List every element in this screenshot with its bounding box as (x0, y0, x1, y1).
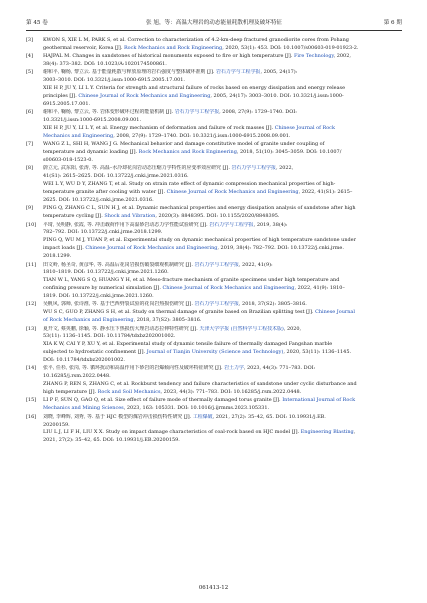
reference-text: XIE H P, JU Y, LI L Y, et al. Energy mechanism of deformation and failure of rock masses [J]. (43, 125, 275, 132)
reference-text: , 2018, 51(10): 3045–3059. DOI: 10.1007/ (236, 149, 342, 156)
reference-text: , 2023, 44(3): 771–783. DOI: 10.16285/j.rsm.2022.0448. (160, 389, 302, 396)
reference-line (43, 77, 402, 85)
reference-item (26, 301, 402, 325)
reference-text: , 2022, 41(9): (238, 261, 273, 268)
running-header (26, 17, 402, 29)
reference-item (26, 222, 402, 262)
reference-text: , (353, 429, 356, 436)
reference-line (43, 262, 402, 270)
reference-line (43, 141, 402, 149)
reference-line (43, 117, 402, 125)
journal-link[interactable]: 岩石力学与工程学报 (174, 109, 220, 116)
journal-link[interactable]: Mechanics and Engineering (43, 133, 114, 140)
reference-text: , 2008, 27(9): 1729–1740. DOI: 10.3321/j.issn:1000-6915.2008.09.001. (113, 133, 291, 140)
reference-text: , 2018, 37(S2): 3805–3816. (133, 317, 202, 324)
reference-text: 1810–1819. DOI: 10.13722/j.cnki.jrme.2021.1260. (43, 269, 169, 276)
journal-link[interactable]: Chinese Journal of Rock Mechanics and Engineering (85, 245, 218, 252)
reference-line (43, 229, 402, 237)
reference-text: 1819. DOI: 10.13722/j.cnki.jrme.2021.1260. (43, 293, 154, 300)
journal-link[interactable]: Chinese Journal of Rock Mechanics and Engineering (166, 189, 299, 196)
reference-text: impact loads [J]. (43, 245, 86, 252)
journal-link[interactable]: Rock Mechanics and Rock Engineering (123, 44, 223, 51)
journal-link[interactable]: Rock and Soil Mechanics (97, 389, 161, 396)
reference-number: [5] (26, 69, 33, 76)
reference-text: LIU L J, LI F H, LIU X X. Study on impact damage characteristics of coal-rock based on HJC model [J]. (43, 429, 301, 436)
reference-line (43, 109, 402, 117)
reference-line (43, 309, 402, 317)
reference-text: , 2020, 53(1): 453. DOI: 10.1007/s00603-019-01923-2. (222, 44, 359, 51)
reference-text: 6915.2005.17.001. (43, 101, 91, 108)
reference-number: [11] (26, 261, 37, 268)
reference-text: s00603-018-1523-0. (43, 157, 93, 164)
reference-text: , 2022, 41(S1): 2615– (298, 189, 353, 196)
journal-link[interactable]: Journal of Tianjin University (Science and Technology) (146, 349, 284, 356)
reference-line (43, 285, 402, 293)
volume-label: 第 45 卷 (26, 20, 48, 26)
reference-text: , 2020, (283, 325, 302, 332)
reference-line (43, 213, 402, 221)
reference-item (26, 326, 402, 366)
reference-line (43, 373, 402, 381)
reference-line (43, 85, 402, 93)
reference-text: , 2021, 27(2): 35–42, 65. DOI: 10.19931/j.EB. (212, 413, 326, 420)
reference-line (43, 173, 402, 181)
reference-text: 田文岭, 杨圣奇, 黄彦华, 等. 高温后花岗岩损伤破裂细观机制研究 [J]. (43, 261, 195, 268)
reference-text: 吴帆风, 郭师, 张诗淮, 等. 基于巴西劈裂试验的花岗岩热损伤研究 [J]. (43, 301, 195, 308)
reference-item (26, 141, 402, 165)
reference-number: [3] (26, 37, 33, 43)
reference-text: 蔚立元, 武东阳, 张涛, 等. 高温–水冷却花岗岩动态压缩力学特性的应变率效应研究 [J]. (43, 165, 232, 172)
reference-text: , 2020(3): 8848395. DOI: 10.1155/2020/8848395. (155, 213, 280, 220)
reference-line (43, 326, 402, 334)
journal-link[interactable]: 岩石力学与工程学报 (194, 261, 239, 268)
journal-link[interactable]: 岩石力学与工程学报 (216, 69, 261, 76)
reference-line (43, 357, 402, 365)
reference-line (43, 37, 402, 45)
reference-text: , 2022, (275, 165, 294, 172)
reference-text: , 2020, 53(11): 1136–1145. (283, 349, 352, 356)
reference-text: 张平, 任杉, 张岗, 等. 循环扰动和高温作用下砂岩的岩爆倾向性及破坏特征研究 [J]. (43, 365, 225, 372)
reference-text: XIE H P, JU Y, LI L Y. Criteria for strength and structural failure of rocks based on energy dissipation and energy release (43, 85, 345, 92)
reference-text: 3003–3010. DOI: 10.3321/j.issn:1000-6915.2005.17.001. (43, 77, 185, 84)
journal-link[interactable]: 岩土力学 (224, 365, 244, 372)
journal-link[interactable]: 岩石力学与工程学报 (209, 221, 254, 228)
reference-item (26, 165, 402, 205)
reference-number: [13] (26, 325, 37, 332)
journal-link[interactable]: Rock Mechanics and Rock Engineering (138, 149, 237, 156)
reference-text: 2021, 27(2): 35–42, 65. DOI: 10.19931/j.EB.20200159. (43, 437, 180, 444)
reference-line (43, 317, 402, 325)
reference-text: , 2019, 38(4): (253, 221, 288, 228)
reference-text: 夏开文, 蔡英鹏, 徐颖, 等. 静水压下热损伤大理岩动态拉伸特性研究 [J]. (43, 325, 200, 332)
reference-text: 10.3321/j.issn:1000-6915.2008.09.001. (43, 117, 142, 124)
reference-text: high temperature [J]. (43, 389, 98, 396)
reference-item (26, 37, 402, 53)
reference-number: [15] (26, 397, 37, 404)
reference-text: subjected to hydrostatic confinement [J]. (43, 349, 147, 356)
issue-label: 第 6 期 (383, 20, 402, 26)
reference-text: , 2023, 163: 105331. DOI: 10.1016/j.ijrmms.2023.105331. (123, 405, 270, 412)
reference-line (43, 125, 402, 133)
reference-text: XIA K W, CAI Y P, XU Y, et al. Experimental study of dynamic tensile failure of thermally damaged Fangshan marble (43, 341, 333, 348)
reference-text: TIAN W L, YANG S Q, HUANG Y H, et al. Meso-fracture mechanism of granite specimens under high temperature and (43, 277, 340, 284)
reference-text: 谢和平, 鞠杨, 黎立云, 等. 岩体变形破坏过程的能量机制 [J]. (43, 109, 175, 116)
reference-text: LI P F, SUN Q, GAO Q, et al. Size effect of failure mode of thermally damaged torus granite [J]. (43, 397, 283, 404)
reference-text: confining pressure by numerical simulation [J]. (43, 285, 163, 292)
reference-text: temperature granite after cooling with water [J]. (43, 189, 167, 196)
reference-line (43, 301, 402, 309)
page-number: 061413-12 (198, 585, 229, 591)
reference-text: 782–792. DOI: 10.13722/j.cnki.jrme.2018.1299. (43, 229, 163, 236)
reference-number: [7] (26, 141, 33, 148)
reference-line (43, 333, 402, 341)
journal-link[interactable]: of Rock Mechanics and Engineering (43, 317, 134, 324)
journal-link[interactable]: Mechanics and Mining Sciences (43, 405, 124, 412)
journal-link[interactable]: Chinese Journal (315, 309, 355, 316)
reference-text: PING Q, WU M J, YUAN P, et al. Experimental study on dynamic mechanical properties of high temperature sandstone under (43, 237, 356, 244)
reference-line (43, 245, 402, 253)
reference-line (43, 101, 402, 109)
reference-text: WANG Z L, SHI H, WANG J G. Mechanical behavior and damage constitutive model of granite under coupling of (43, 141, 325, 148)
reference-line (43, 53, 402, 61)
reference-text: ZHANG P, REN S, ZHANG C, et al. Rockburst tendency and failure characteristics of sandstone under cyclic disturbance and (43, 381, 357, 388)
reference-line (43, 293, 402, 301)
reference-line (43, 414, 402, 422)
reference-text: 38(4): 373–382. DOI: 10.1023/A:1020174500861. (43, 61, 167, 68)
reference-line (43, 365, 402, 373)
reference-number: [4] (26, 53, 33, 60)
reference-text: KWON S, XIE L M, PARK S, et al. Correction to characterization of 4.2-km-deep fractured granodiorite cores from Pohang (43, 37, 349, 43)
reference-line (43, 422, 402, 430)
reference-line (43, 405, 402, 413)
reference-line (43, 93, 402, 101)
reference-line (43, 205, 402, 213)
journal-link[interactable]: Shock and Vibration (104, 213, 156, 220)
reference-number: [6] (26, 109, 33, 116)
reference-line (43, 437, 402, 445)
reference-line (43, 165, 402, 173)
reference-text: , 2002, (333, 53, 351, 60)
reference-line (43, 349, 402, 357)
reference-line (43, 133, 402, 141)
reference-line (43, 381, 402, 389)
reference-line (43, 149, 402, 157)
header-rule (26, 30, 402, 31)
reference-text: , 2005, 24(17): (260, 69, 298, 76)
reference-line (43, 277, 402, 285)
reference-item (26, 262, 402, 302)
reference-text: principles [J]. (43, 93, 79, 100)
reference-text: , 2018, 37(S2): 3805–3816. (238, 301, 307, 308)
reference-number: [10] (26, 221, 37, 228)
reference-line (43, 61, 402, 69)
reference-text: 刘晓, 李峰辉, 刘秀, 等. 基于 HJC 模型的煤岩冲击损伤特性研究 [J]. (43, 413, 193, 420)
journal-link[interactable]: Engineering Blasting (300, 429, 354, 436)
reference-line (43, 45, 402, 53)
reference-text: 53(11): 1136–1145. DOI: 10.11784/tdxbz202001002. (43, 333, 176, 340)
reference-text: 2018.1299. (43, 253, 72, 260)
reference-text: geothermal reservoir, Korea [J]. (43, 44, 124, 51)
journal-link[interactable]: 岩石力学与工程学报 (231, 165, 276, 172)
reference-text: 2625. DOI: 10.13722/j.cnki.jrme.2021.0316. (43, 197, 154, 204)
reference-line (43, 397, 402, 405)
reference-text: PING Q, ZHANG C L, SUN H J, et al. Dynamic mechanical properties and energy dissipation analysis of sandstone after high (43, 205, 356, 212)
journal-link[interactable]: International Journal of Rock (282, 397, 356, 404)
reference-line (43, 181, 402, 189)
reference-number: [12] (26, 301, 37, 308)
reference-text: , 2019, 38(4): 782–792. DOI: 10.13722/j.cnki.jrme. (217, 245, 344, 252)
reference-item (26, 205, 402, 221)
reference-item (26, 53, 402, 69)
journal-link[interactable]: Chinese Journal of Rock Mechanics and Engineering (162, 285, 295, 292)
reference-item (26, 414, 402, 446)
reference-line (43, 429, 402, 437)
journal-link[interactable]: Chinese Journal of Rock Mechanics and Engineering (78, 93, 211, 100)
journal-link[interactable]: Fire Technology (293, 53, 334, 60)
reference-line (43, 341, 402, 349)
journal-link[interactable]: 工程爆破 (192, 413, 213, 420)
reference-number: [8] (26, 165, 33, 172)
reference-text: , 2022, 41(9): 1810– (294, 285, 345, 292)
reference-text: WU S C, GUO P, ZHANG S H, et al. Study on thermal damage of granite based on Brazilian splitting test [J]. (43, 309, 316, 316)
reference-item (26, 397, 402, 413)
reference-text: 10.16285/j.rsm.2022.0448. (43, 373, 111, 380)
journal-link[interactable]: 岩石力学与工程学报 (194, 301, 239, 308)
journal-link[interactable]: Chinese Journal of Rock (274, 125, 335, 132)
journal-link[interactable]: 天津大学学报 (自然科学与工程技术版) (199, 325, 284, 332)
reference-text: , 2023, 44(3): 771–783. DOI: (243, 365, 316, 372)
reference-item (26, 69, 402, 109)
reference-text: DOI: 10.11784/tdxbz202001002. (43, 357, 125, 364)
reference-text: , 2008, 27(9): 1729–1740. DOI: (219, 109, 297, 116)
reference-text: 谢和平, 鞠杨, 黎立云. 基于能量耗散与释放原理的岩石强度与整体破坏准则 [J]. (43, 69, 217, 76)
reference-line (43, 197, 402, 205)
reference-text: 41(S1): 2615–2625. DOI: 10.13722/j.cnki.jrme.2021.0316. (43, 173, 189, 180)
reference-line (43, 189, 402, 197)
reference-text: , 2005, 24(17): 3003–3010. DOI: 10.3321/j.issn:1000- (210, 93, 344, 100)
reference-number: [16] (26, 413, 37, 420)
reference-line (43, 253, 402, 261)
reference-list (26, 37, 402, 446)
reference-line (43, 237, 402, 245)
reference-text: 平琦, 吴明静, 张霞, 等. 冲击载荷作用下高温砂岩动态力学性能试验研究 [J]. (43, 221, 210, 228)
reference-line (43, 269, 402, 277)
reference-item (26, 365, 402, 397)
reference-text: temperature and dynamic loading [J]. (43, 149, 139, 156)
reference-text: WEI L Y, WU D Y, ZHANG T, et al. Study on strain rate effect of dynamic compression mechanical properties of high- (43, 181, 336, 188)
reference-number: [14] (26, 365, 37, 372)
reference-text: 20200159. (43, 421, 70, 428)
running-title: 张 旭，等：高温大理岩的动态能量耗散机理及破坏特征 (145, 20, 283, 26)
reference-line (43, 389, 402, 397)
reference-text: temperature cycling [J]. (43, 213, 105, 220)
reference-line (43, 222, 402, 230)
reference-text: HAJPÁL M. Changes in sandstones of historical monuments exposed to fire or high temperature [J]. (43, 53, 294, 60)
reference-number: [9] (26, 205, 33, 212)
reference-line (43, 157, 402, 165)
reference-line (43, 69, 402, 77)
reference-item (26, 109, 402, 141)
